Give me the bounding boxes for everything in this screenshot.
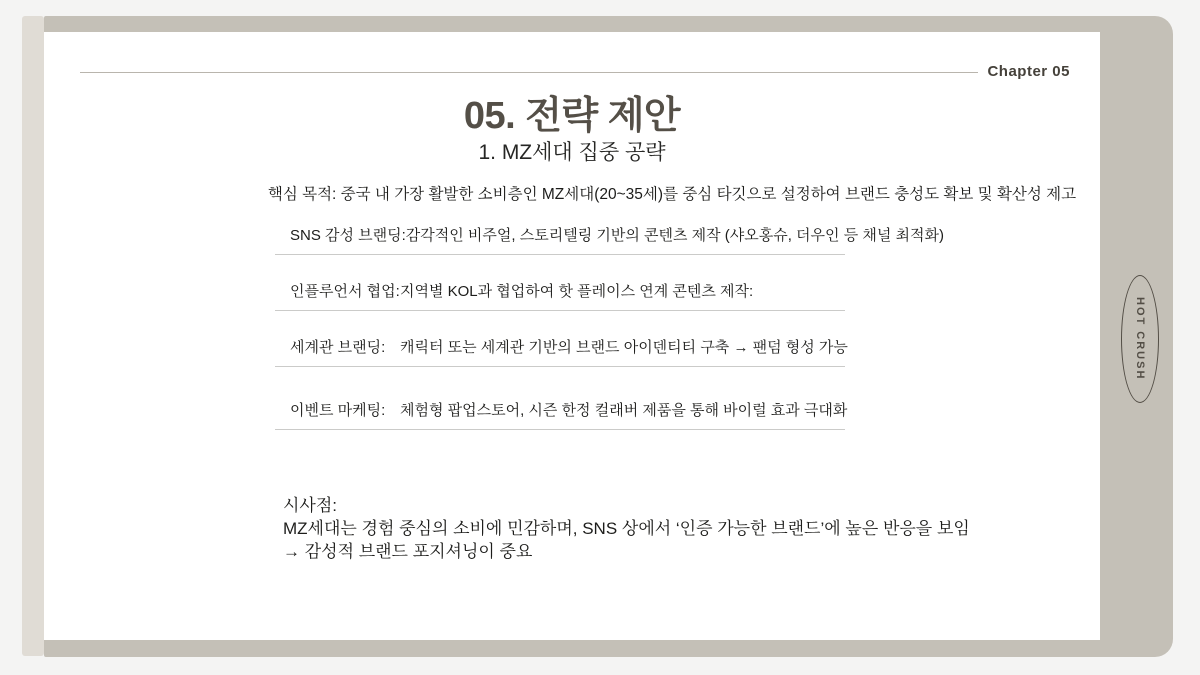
insight-heading: 시사점: (283, 496, 337, 515)
strategy-label: 세계관 브랜딩: (290, 339, 386, 356)
strategy-table (275, 199, 944, 430)
strategy-value: 캐릭터 또는 세계관 기반의 브랜드 아이덴티티 구축 → 팬덤 형성 가능 (400, 339, 848, 356)
strategy-label: 인플루언서 협업: (290, 283, 400, 300)
table-row (275, 255, 845, 311)
strategy-value: 체험형 팝업스토어, 시즌 한정 컬래버 제품을 통해 바이럴 효과 극대화 (400, 402, 848, 419)
notebook-spine-strip (22, 16, 44, 656)
insight-line: → 감성적 브랜드 포지셔닝이 중요 (283, 542, 533, 561)
insight-block (283, 494, 970, 563)
strategy-label: SNS 감성 브랜딩: (290, 227, 406, 244)
slide-page (44, 32, 1100, 640)
strategy-value: 지역별 KOL과 협업하여 핫 플레이스 연계 콘텐츠 제작: (400, 283, 754, 300)
insight-line: MZ세대는 경험 중심의 소비에 민감하며, SNS 상에서 ‘인증 가능한 브랜드’에 높은 반응을 보임 (283, 519, 970, 538)
table-row (275, 311, 848, 367)
table-row (275, 199, 944, 255)
strategy-label: 이벤트 마케팅: (290, 402, 386, 419)
slide-subtitle: 1. MZ세대 집중 공략 (478, 141, 666, 164)
table-row (275, 367, 848, 430)
side-tab-label: HOT CRUSH (1134, 297, 1146, 381)
objective-statement: 핵심 목적: 중국 내 가장 활발한 소비층인 MZ세대(20~35세)를 중심 타깃으로 설정하여 브랜드 충성도 확보 및 확산성 제고 (267, 186, 1077, 203)
chapter-badge: Chapter 05 (987, 63, 1070, 80)
slide-title: 05. 전략 제안 (463, 95, 681, 137)
strategy-value: 감각적인 비주얼, 스토리텔링 기반의 콘텐츠 제작 (샤오홍슈, 더우인 등 채널 최적화) (405, 227, 944, 244)
header-divider-line (80, 72, 978, 73)
hot-crush-side-tab (1121, 275, 1159, 403)
